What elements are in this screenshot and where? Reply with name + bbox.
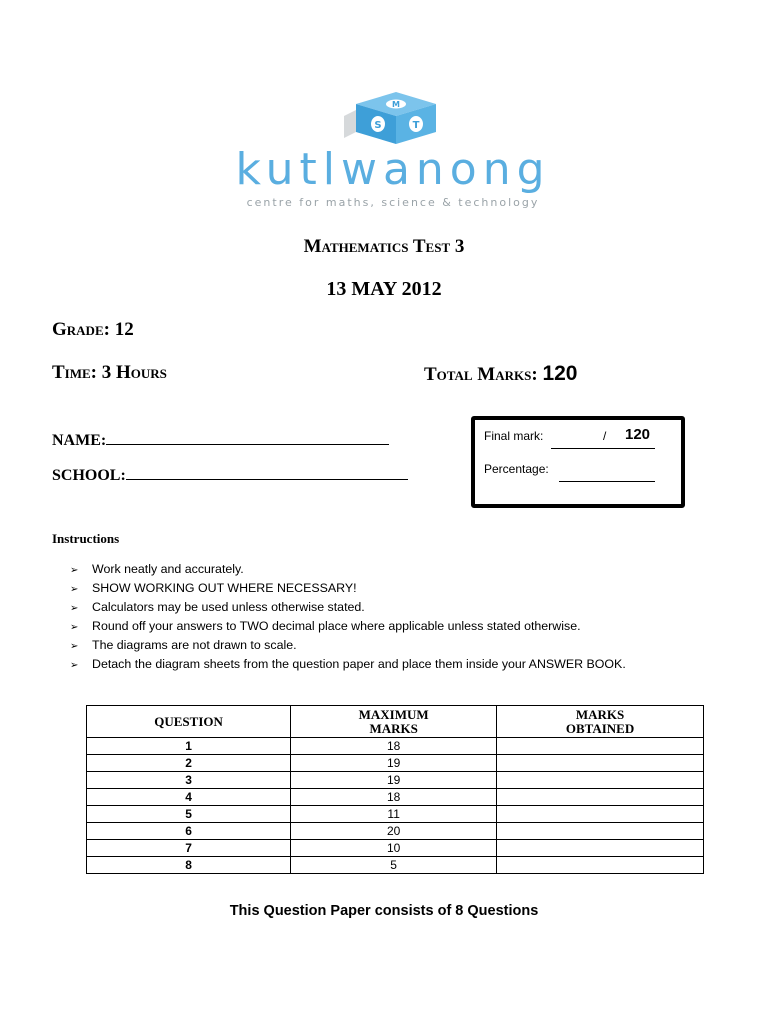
- question-number: 6: [87, 823, 291, 840]
- arrow-bullet-icon: ➢: [70, 660, 79, 671]
- final-mark-blank-line[interactable]: [551, 448, 655, 449]
- instructions-title: Instructions: [52, 531, 120, 546]
- total-marks-label: Total Marks:: [424, 364, 538, 385]
- grade-label: Grade:: [52, 319, 110, 340]
- marks-obtained-cell[interactable]: [497, 738, 704, 755]
- grade-value: 12: [114, 319, 134, 340]
- final-mark-total: 120: [625, 426, 651, 443]
- marks-obtained-cell[interactable]: [497, 857, 704, 874]
- question-number: 8: [87, 857, 291, 874]
- question-count-footer: This Question Paper consists of 8 Questions: [229, 903, 539, 919]
- page-title: Mathematics Test 3: [303, 236, 465, 257]
- question-number: 3: [87, 772, 291, 789]
- marks-obtained-cell[interactable]: [497, 772, 704, 789]
- maximum-marks: 11: [291, 806, 497, 823]
- percentage-blank-line[interactable]: [559, 481, 655, 482]
- grade-line: [52, 319, 134, 341]
- cube-letter-s: S: [374, 120, 382, 131]
- table-row: [87, 806, 704, 823]
- marks-obtained-cell[interactable]: [497, 755, 704, 772]
- cube-letter-t: T: [412, 120, 420, 131]
- table-row: [87, 823, 704, 840]
- table-header-row: [87, 706, 704, 738]
- maximum-marks: 19: [291, 772, 497, 789]
- instruction-item: ➢ Work neatly and accurately.: [70, 561, 626, 580]
- test-date: 13 MAY 2012: [326, 278, 442, 300]
- arrow-bullet-icon: ➢: [70, 622, 79, 633]
- time-line: [52, 362, 167, 384]
- table-row: [87, 789, 704, 806]
- cube-letter-m: M: [392, 100, 400, 109]
- time-label: Time:: [52, 362, 97, 383]
- instruction-item: ➢ Round off your answers to TWO decimal place where applicable unless stated otherwise.: [70, 618, 626, 637]
- maximum-marks: 5: [291, 857, 497, 874]
- maximum-marks: 20: [291, 823, 497, 840]
- school-label: SCHOOL:: [52, 467, 126, 484]
- name-blank-line[interactable]: [106, 432, 389, 445]
- instruction-item: ➢ SHOW WORKING OUT WHERE NECESSARY!: [70, 580, 626, 599]
- maximum-marks: 19: [291, 755, 497, 772]
- marks-obtained-cell[interactable]: [497, 789, 704, 806]
- arrow-bullet-icon: ➢: [70, 565, 79, 576]
- maximum-marks: 18: [291, 738, 497, 755]
- name-label: NAME:: [52, 432, 107, 449]
- marks-obtained-cell[interactable]: [497, 806, 704, 823]
- column-header-maximum-marks: MAXIMUM MARKS: [291, 706, 497, 738]
- question-number: 7: [87, 840, 291, 857]
- arrow-bullet-icon: ➢: [70, 584, 79, 595]
- marks-obtained-cell[interactable]: [497, 823, 704, 840]
- school-blank-line[interactable]: [126, 467, 408, 480]
- school-field[interactable]: [52, 467, 408, 485]
- column-header-marks-obtained: MARKS OBTAINED: [497, 706, 704, 738]
- question-number: 1: [87, 738, 291, 755]
- kutlwanong-logo: [108, 86, 678, 216]
- final-mark-label: Final mark:: [484, 429, 544, 443]
- total-marks-value: 120: [542, 362, 578, 385]
- table-row: [87, 772, 704, 789]
- question-number: 4: [87, 789, 291, 806]
- maximum-marks: 18: [291, 789, 497, 806]
- name-field[interactable]: [52, 432, 389, 450]
- final-mark-slash: /: [603, 429, 607, 443]
- instructions-list: [70, 561, 626, 675]
- table-row: [87, 738, 704, 755]
- marks-table: [86, 705, 704, 874]
- logo-wordmark: kutlwanong: [235, 144, 551, 195]
- table-row: [87, 755, 704, 772]
- table-row: [87, 840, 704, 857]
- arrow-bullet-icon: ➢: [70, 641, 79, 652]
- arrow-bullet-icon: ➢: [70, 603, 79, 614]
- instruction-item: ➢ The diagrams are not drawn to scale.: [70, 637, 626, 656]
- question-number: 2: [87, 755, 291, 772]
- time-value: 3 Hours: [101, 362, 167, 383]
- column-header-question: QUESTION: [87, 706, 291, 738]
- mst-cube-logo-icon: [336, 86, 456, 146]
- final-mark-box: [471, 416, 685, 508]
- maximum-marks: 10: [291, 840, 497, 857]
- percentage-label: Percentage:: [484, 462, 549, 476]
- total-marks-line: [424, 362, 577, 386]
- instruction-item: ➢ Detach the diagram sheets from the question paper and place them inside your ANSWER BOOK.: [70, 656, 626, 675]
- logo-tagline: centre for maths, science & technology: [246, 196, 540, 209]
- table-row: [87, 857, 704, 874]
- instruction-item: ➢ Calculators may be used unless otherwise stated.: [70, 599, 626, 618]
- question-number: 5: [87, 806, 291, 823]
- marks-obtained-cell[interactable]: [497, 840, 704, 857]
